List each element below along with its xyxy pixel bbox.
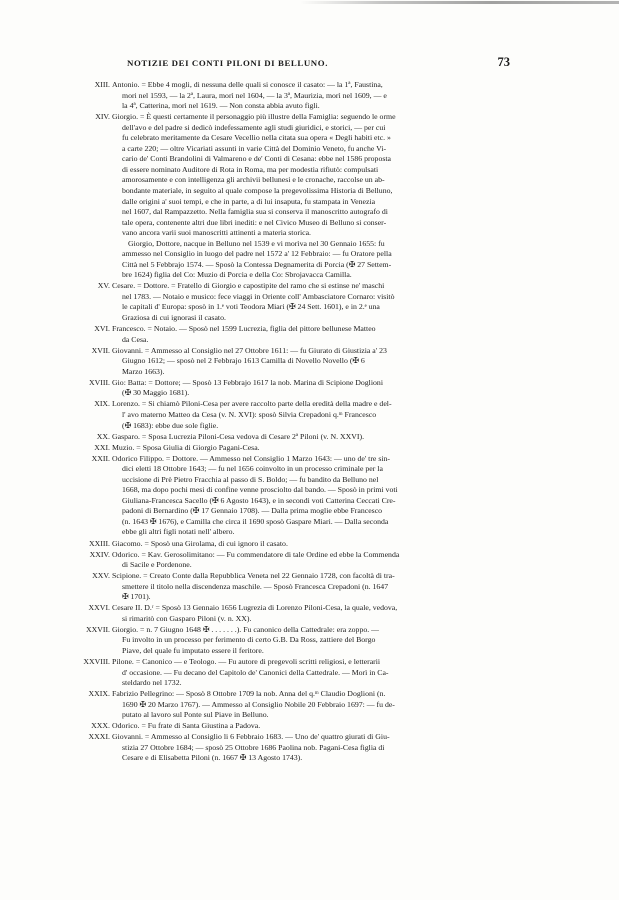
entry-text-line: Giugno 1612; — sposò nel 2 Febbrajo 1613 Camilla di Novello Novello (✠ 6 (122, 356, 365, 366)
entry-text-line: Gasparo. = Sposa Lucrezia Piloni-Cesa vedova di Cesare 2ª Piloni (v. N. XXVI). (112, 431, 365, 441)
entry-number: XXIX. (88, 689, 110, 699)
entry-number: XX. (96, 431, 110, 441)
entry-text-line: Marzo 1663). (122, 366, 165, 376)
entry-text-line: smettere il titolo nella discendenza maschile. — Sposò Francesca Crepadoni (n. 1647 (122, 581, 389, 591)
entry-number: XVI. (94, 324, 110, 334)
entry-text-line: mori nel 1593, — la 2ª, Laura, morì nel 1604, — la 3ª, Maurizia, morì nel 1609, — e (122, 90, 387, 100)
page-number: 73 (497, 55, 510, 69)
entry-number: XXIV. (89, 549, 110, 559)
genealogy-entry (85, 689, 505, 721)
entry-text-line: Giuliana-Francesca Sacello (✠ 6 Agosto 1643), e in secondi voti Catterina Ceccati Cre- (122, 495, 396, 505)
entry-text-line: stizia 27 Ottobre 1684; — sposò 25 Ottobre 1686 Paolina nob. Pagani-Cesa figlia di (122, 742, 385, 752)
entry-text-line: Scipione. = Creato Conte dalla Repubblica Veneta nel 22 Gennaio 1728, con facoltà di tra- (112, 571, 395, 581)
entry-text-line: amorosamente e con intelligenza gli archivii bellunesi e le cronache, raccolse un ab- (122, 175, 385, 185)
entry-number: XXII. (91, 453, 110, 463)
genealogy-entry (85, 432, 505, 443)
genealogy-entry (85, 324, 505, 345)
genealogy-entry (85, 603, 505, 624)
genealogy-entry (85, 539, 505, 550)
entry-text-line: Fu involto in un processo per ferimento di certo G.B. Da Ross, zattiere del Borgo (122, 635, 376, 645)
entry-text-line: Città nel 5 Febbrajo 1574. — Sposò la Contessa Degnamerita di Porcia (✠ 27 Settem- (122, 259, 392, 269)
entry-text-line: nel 1607, dal Rampazzetto. Nella famiglia sua si conserva il manoscritto autografo di (122, 207, 388, 217)
entry-text-line: Odorico. = Fu frate di Santa Giustina a Padova. (112, 721, 261, 731)
genealogy-entries (85, 80, 505, 764)
entry-text-line: uccisione di Prè Pietro Fracchia al passo di S. Boldo; — fu bandito da Belluno nel (122, 474, 379, 484)
genealogy-entry (85, 80, 505, 112)
entry-number: XXV. (92, 571, 110, 581)
entry-text-line: a carte 220; — oltre Vicariati assunti in varie Città del Dominio Veneto, fu anche Vi- (122, 143, 387, 153)
entry-text-line: dici eletti 18 Ottobre 1643; — fu nel 1656 coinvolto in un processo criminale per la (122, 464, 383, 474)
entry-text-line: Giacomo. = Sposò una Girolama, di cui ignoro il casato. (112, 538, 288, 548)
entry-text-line: Cesare e di Elisabetta Piloni (n. 1667 ✠ 13 Agosto 1743). (122, 753, 303, 763)
genealogy-entry (85, 399, 505, 431)
genealogy-entry (85, 625, 505, 657)
entry-number: XXIII. (89, 538, 110, 548)
entry-text-line: ✠ 1701). (122, 592, 151, 602)
entry-text-line: dalle origini a' suoi tempi, e che in parte, a di lui insaputa, fu stampata in Venezia (122, 196, 376, 206)
entry-text-line: Pilone. = Canonico — e Teologo. — Fu autore di pregevoli scritti religiosi, e letterarii (112, 657, 381, 667)
entry-text-line: Giovanni. = Ammesso al Consiglio li 6 Febbraio 1683. — Uno de' quattro giurati di Giu- (112, 732, 390, 742)
entry-text-line: la 4ª, Catterina, morì nel 1619. — Non consta abbia avuto figli. (122, 101, 320, 111)
entry-text-line: Muzio. = Sposa Giulia di Giorgio Pagani-Cesa. (112, 442, 260, 452)
genealogy-entry (85, 443, 505, 454)
running-title: NOTIZIE DEI CONTI PILONI DI BELLUNO. (127, 58, 328, 68)
entry-text-line: Giorgio, Dottore, nacque in Belluno nel 1539 e vi morìva nel 30 Gennaio 1655: fu (128, 238, 385, 248)
entry-text-line: Cesare. = Dottore. = Fratello di Giorgio e capostipite del ramo che si estinse ne' maschi (112, 281, 385, 291)
entry-number: XXI. (94, 442, 110, 452)
entry-text-line: ebbe gli altri figli notati nell' albero. (122, 527, 235, 537)
entry-number: XIV. (95, 112, 110, 122)
entry-text-line: Piave, del quale fu imputato essere il feritore. (122, 645, 264, 655)
entry-number: XXVI. (88, 603, 110, 613)
entry-text-line: Graziosa di cui ignorasi il casato. (122, 313, 226, 323)
entry-text-line: putato al lavoro sul Ponte sul Piave in Belluno. (122, 710, 269, 720)
entry-text-line: d' occasione. — Fu decano del Capitolo de' Canonici della Cattedrale. — Morì in Ca- (122, 667, 389, 677)
entry-text-line: Gio: Batta: = Dottore; — Sposò 13 Febbrajo 1617 la nob. Marina di Scipione Doglioni (112, 377, 383, 387)
genealogy-entry (85, 550, 505, 571)
genealogy-entry (85, 378, 505, 399)
entry-text-line: si rimaritò con Gasparo Piloni (v. n. XX). (122, 613, 252, 623)
entry-number: XV. (97, 281, 110, 291)
entry-text-line: Giorgio. = È questi certamente il personaggio più illustre della Famiglia: seguendo le orme (112, 112, 396, 122)
entry-text-line: di Sacile e Pordenone. (122, 560, 192, 570)
entry-text-line: Francesco. = Notaio. — Sposò nel 1599 Lucrezia, figlia del pittore bellunese Matteo (112, 324, 376, 334)
entry-number: XXVII. (85, 624, 110, 634)
entry-text-line: tale opera, contenente altri due libri inediti: e nel Civico Museo di Belluno si conser- (122, 217, 387, 227)
entry-number: XVIII. (89, 377, 110, 387)
genealogy-entry (85, 281, 505, 323)
entry-text-line: Fabrizio Pellegrino: — Sposò 8 Ottobre 1709 la nob. Anna del q.ᵐ Claudio Doglioni (n. (112, 689, 386, 699)
entry-text-line: le capitali d' Europa: sposò in 1.ᵉ voti Teodora Miari (✠ 24 Sett. 1601), e in 2.ᵉ una (122, 302, 380, 312)
entry-number: XXVIII. (83, 657, 110, 667)
entry-text-line: cario de' Conti Brandolini di Valmareno e de' Conti di Cesana: ebbe nel 1586 proposta (122, 154, 391, 164)
entry-number: XXXI. (88, 732, 110, 742)
entry-text-line: (n. 1643 ✠ 1676), e Camilla che circa il 1690 sposò Gaspare Miari. — Dalla seconda (122, 516, 389, 526)
entry-text-line: fu celebrato meritamente da Cesare Vecellio nella citata sua opera « Degli habiti etc. » (122, 133, 391, 143)
entry-text-line: Odorico Filippo. = Dottore. — Ammesso nel Consiglio 1 Marzo 1643: — uno de' tre sin- (112, 453, 391, 463)
entry-text-line: Antonio. = Ebbe 4 mogli, di nessuna delle quali si conosce il casato: — la 1ª, Faustina, (112, 80, 383, 89)
genealogy-entry (85, 112, 505, 281)
entry-number: XIII. (94, 80, 110, 89)
entry-text-line: nel 1783. — Notaio e musico: fece viaggi in Oriente coll' Ambasciatore Cornaro: visitò (122, 291, 395, 301)
genealogy-entry (85, 454, 505, 538)
book-page (83, 55, 510, 765)
genealogy-entry (85, 346, 505, 378)
entry-text-line: 1668, ma dopo pochi mesi di confine venne prosciolto dal bando. — Sposò in primi voti (122, 485, 398, 495)
scan-edge-rule (300, 1, 619, 4)
page-header (85, 55, 510, 71)
entry-text-line: dell'avo e del padre si dedicò indefessamente agli studi giuridici, e storici, — per cui (122, 122, 386, 132)
entry-text-line: vano ancora varii suoi manoscritti attinenti a materia storica. (122, 228, 312, 238)
entry-text-line: di essere nominato Auditore di Rota in Roma, ma per modestia rifiutò: compulsati (122, 164, 379, 174)
entry-text-line: Giovanni. = Ammesso al Consiglio nel 27 Ottobre 1611: — fu Giurato di Giustizia a' 23 (112, 345, 387, 355)
entry-text-line: Cesare II. D.ʳ = Sposò 13 Gennaio 1656 Lugrezia di Lorenzo Piloni-Cesa, la quale, vedova, (112, 603, 398, 613)
genealogy-entry (85, 571, 505, 603)
genealogy-entry (85, 657, 505, 689)
entry-text-line: padoni di Bernardino (✠ 17 Gennaio 1708). — Dalla prima moglie ebbe Francesco (122, 506, 383, 516)
entry-text-line: Giorgio. = n. 7 Giugno 1648 ✠ . . . . . . .). Fu canonico della Cattedrale: era zoppo. — (112, 624, 379, 634)
entry-text-line: steldardo nel 1732. (122, 678, 182, 688)
entry-text-line: da Cesa. (122, 334, 149, 344)
entry-text-line: bre 1624) figlia del Co: Muzio di Porcia e della Co: Sbrojavacca Camilla. (122, 270, 352, 280)
entry-number: XVII. (91, 345, 110, 355)
entry-text-line: (✠ 30 Maggio 1681). (122, 388, 190, 398)
entry-text-line: ammesso nel Consiglio in luogo del padre nel 1572 a' 12 Febbraio: — fu Oratore pella (122, 249, 392, 259)
entry-number: XIX. (94, 399, 110, 409)
entry-text-line: (✠ 1683): ebbe due sole figlie. (122, 420, 219, 430)
entry-text-line: bondante materiale, in seguito al quale compose la pregevolissima Historia di Belluno, (122, 185, 393, 195)
entry-text-line: 1690 ✠ 20 Marzo 1767). — Ammesso al Consiglio Nobile 20 Febbraio 1697: — fu de- (122, 699, 395, 709)
genealogy-entry (85, 721, 505, 732)
entry-text-line: l' avo materno Matteo da Cesa (v. N. XVI): sposò Silvia Crepadoni q.ᵐ Francesco (122, 409, 377, 419)
entry-text-line: Lorenzo. = Si chiamò Piloni-Cesa per avere raccolto parte della eredità della madre e del- (112, 399, 392, 409)
entry-number: XXX. (91, 721, 110, 731)
entry-text-line: Odorico. = Kav. Gerosolimitano: — Fu commendatore di tale Ordine ed ebbe la Commenda (112, 549, 400, 559)
genealogy-entry (85, 732, 505, 764)
